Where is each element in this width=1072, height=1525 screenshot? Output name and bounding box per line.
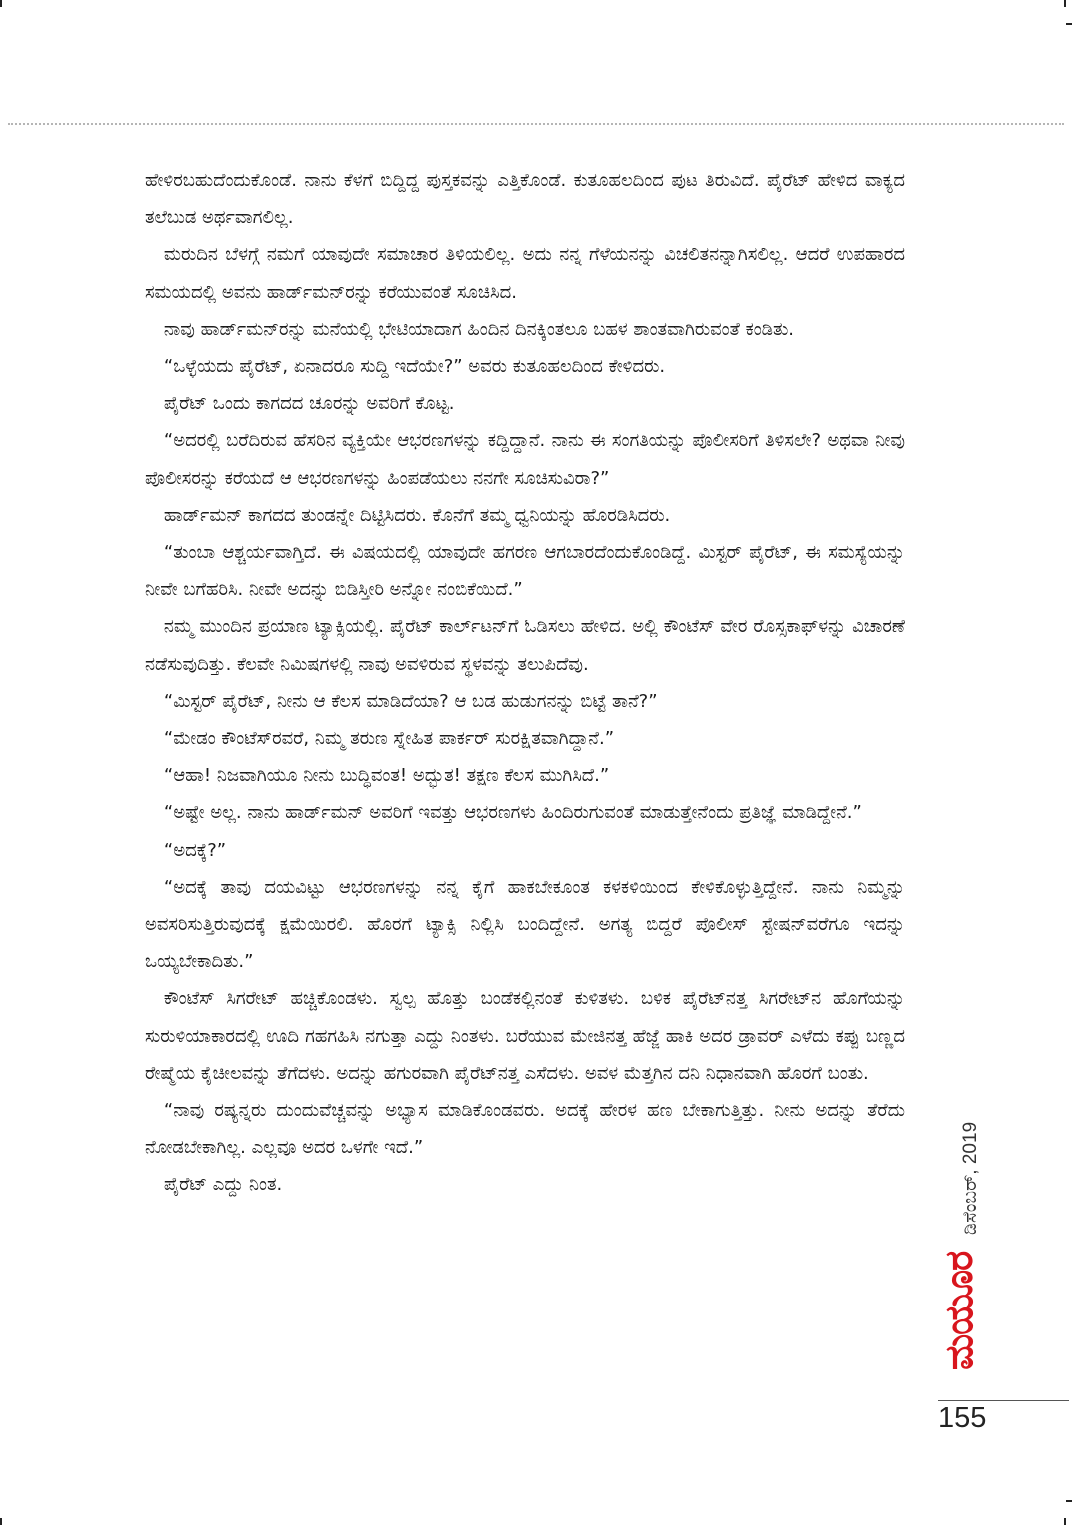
paragraph: ಹಾರ್ಡ್‌ಮನ್ ಕಾಗದದ ತುಂಡನ್ನೇ ದಿಟ್ಟಿಸಿದರು. ಕೊನೆಗೆ ತಮ್ಮ ಧ್ವನಿಯನ್ನು ಹೊರಡಿಸಿದರು. <box>163 504 671 526</box>
paragraph: ಕೌಂಟೆಸ್ ಸಿಗರೇಟ್ ಹಚ್ಚಿಕೊಂಡಳು. ಸ್ವಲ್ಪ ಹೊತ್ತು ಬಂಡೆಕಲ್ಲಿನಂತೆ ಕುಳಿತಳು. ಬಳಿಕ ಪೈರೆಟ್‌ನತ್ತ ಸಿಗರೇಟ್‌ನ ಹೊಗೆಯನ್ನು ಸುರುಳಿಯಾಕಾರದಲ್ಲಿ ಊದಿ ಗಹಗಹಿಸಿ ನಗುತ್ತಾ ಎದ್ದು ನಿಂತಳು. ಬರೆಯುವ ಮೇಜಿನತ್ತ ಹೆಜ್ಜೆ ಹಾಕಿ ಅದರ ಡ್ರಾವರ್ ಎಳೆದು ಕಪ್ಪು ಬಣ್ಣದ ರೇಷ್ಮೆಯ ಕೈಚೀಲವನ್ನು ತೆಗೆದಳು. ಅದನ್ನು ಹಗುರವಾಗಿ ಪೈರೆಟ್‌ನತ್ತ ಎಸೆದಳು. ಅವಳ ಮೆತ್ತಗಿನ ದನಿ ನಿಧಾನವಾಗಿ ಹೊರಗೆ ಬಂತು. <box>145 988 905 1084</box>
crop-mark-bottom-left <box>0 1518 2 1525</box>
crop-mark-right-upper <box>1066 23 1072 25</box>
crop-mark-top-left <box>0 0 2 7</box>
paragraph: “ಅಷ್ಟೇ ಅಲ್ಲ. ನಾನು ಹಾರ್ಡ್‌ಮನ್ ಅವರಿಗೆ ಇವತ್ತು ಆಭರಣಗಳು ಹಿಂದಿರುಗುವಂತೆ ಮಾಡುತ್ತೇನೆಂದು ಪ್ರತಿಜ್ಞೆ ಮಾಡಿದ್ದೇನೆ.” <box>163 802 862 824</box>
paragraph: “ಮಿಸ್ಟರ್ ಪೈರೆಟ್, ನೀನು ಆ ಕೆಲಸ ಮಾಡಿದೆಯಾ? ಆ ಬಡ ಹುಡುಗನನ್ನು ಬಿಟ್ಟೆ ತಾನೆ?” <box>163 690 658 712</box>
paragraph: ಪೈರೆಟ್ ಎದ್ದು ನಿಂತ. <box>163 1174 283 1196</box>
crop-mark-right-lower <box>1066 1500 1072 1502</box>
issue-date: ಡಿಸೆಂಬರ್, 2019 <box>960 1121 981 1235</box>
paragraph: “ಮೇಡಂ ಕೌಂಟೆಸ್‌ರವರೆ, ನಿಮ್ಮ ತರುಣ ಸ್ನೇಹಿತ ಪಾರ್ಕರ್ ಸುರಕ್ಷಿತವಾಗಿದ್ದಾನೆ.” <box>163 728 615 750</box>
paragraph: “ಅದಕ್ಕೆ ತಾವು ದಯವಿಟ್ಟು ಆಭರಣಗಳನ್ನು ನನ್ನ ಕೈಗೆ ಹಾಕಬೇಕೂಂತ ಕಳಕಳಿಯಿಂದ ಕೇಳಿಕೊಳ್ಳುತ್ತಿದ್ದೇನೆ. ನಾನು ನಿಮ್ಮನ್ನು ಅವಸರಿಸುತ್ತಿರುವುದಕ್ಕೆ ಕ್ಷಮೆಯಿರಲಿ. ಹೊರಗೆ ಟ್ಯಾಕ್ಸಿ ನಿಲ್ಲಿಸಿ ಬಂದಿದ್ದೇನೆ. ಅಗತ್ಯ ಬಿದ್ದರೆ ಪೊಲೀಸ್ ಸ್ಟೇಷನ್‌ವರೆಗೂ ಇದನ್ನು ಒಯ್ಯಬೇಕಾದಿತು.” <box>145 876 905 973</box>
paragraph: ನಾವು ಹಾರ್ಡ್‌ಮನ್‌ರನ್ನು ಮನೆಯಲ್ಲಿ ಭೇಟಿಯಾದಾಗ ಹಿಂದಿನ ದಿನಕ್ಕಿಂತಲೂ ಬಹಳ ಶಾಂತವಾಗಿರುವಂತೆ ಕಂಡಿತು. <box>163 318 795 340</box>
paragraph: ಪೈರೆಟ್ ಒಂದು ಕಾಗದದ ಚೂರನ್ನು ಅವರಿಗೆ ಕೊಟ್ಟ. <box>163 393 455 415</box>
paragraph: ನಮ್ಮ ಮುಂದಿನ ಪ್ರಯಾಣ ಟ್ಯಾಕ್ಸಿಯಲ್ಲಿ. ಪೈರೆಟ್ ಕಾರ್ಲ್‌ಟನ್‌ಗೆ ಓಡಿಸಲು ಹೇಳಿದ. ಅಲ್ಲಿ ಕೌಂಟೆಸ್ ವೇರ ರೊಸ್ಸಕಾಫ್‌ಳನ್ನು ವಿಚಾರಣೆ ನಡೆಸುವುದಿತ್ತು. ಕೆಲವೇ ನಿಮಿಷಗಳಲ್ಲಿ ನಾವು ಅವಳಿರುವ ಸ್ಥಳವನ್ನು ತಲುಪಿದೆವು. <box>145 616 905 675</box>
page-number-rule <box>938 1400 1069 1401</box>
paragraph: “ಆಹಾ! ನಿಜವಾಗಿಯೂ ನೀನು ಬುದ್ಧಿವಂತ! ಅದ್ಭುತ! ತಕ್ಷಣ ಕೆಲಸ ಮುಗಿಸಿದೆ.” <box>163 765 610 787</box>
article-body <box>145 162 905 1204</box>
header-dotted-rule <box>8 123 1064 125</box>
crop-mark-bottom-right <box>1064 1518 1066 1525</box>
crop-mark-top-right <box>1064 0 1066 7</box>
paragraph: “ಅದಕ್ಕೆ?” <box>163 839 227 861</box>
paragraph: “ಒಳ್ಳೆಯದು ಪೈರೆಟ್, ಏನಾದರೂ ಸುದ್ದಿ ಇದೆಯೇ?” ಅವರು ಕುತೂಹಲದಿಂದ ಕೇಳಿದರು. <box>163 356 666 378</box>
paragraph: “ತುಂಬಾ ಆಶ್ಚರ್ಯವಾಗ್ತಿದೆ. ಈ ವಿಷಯದಲ್ಲಿ ಯಾವುದೇ ಹಗರಣ ಆಗಬಾರದೆಂದುಕೊಂಡಿದ್ದೆ. ಮಿಸ್ಟರ್ ಪೈರೆಟ್, ಈ ಸಮಸ್ಯೆಯನ್ನು ನೀವೇ ಬಗೆಹರಿಸಿ. ನೀವೇ ಅದನ್ನು ಬಿಡಿಸ್ತೀರಿ ಅನ್ನೋ ನಂಬಿಕೆಯಿದೆ.” <box>145 542 905 601</box>
paragraph: ಮರುದಿನ ಬೆಳಗ್ಗೆ ನಮಗೆ ಯಾವುದೇ ಸಮಾಚಾರ ತಿಳಿಯಲಿಲ್ಲ. ಅದು ನನ್ನ ಗೆಳೆಯನನ್ನು ವಿಚಲಿತನನ್ನಾಗಿಸಲಿಲ್ಲ. ಆದರೆ ಉಪಹಾರದ ಸಮಯದಲ್ಲಿ ಅವನು ಹಾರ್ಡ್‌ಮನ್‌ರನ್ನು ಕರೆಯುವಂತೆ ಸೂಚಿಸಿದ. <box>145 244 905 303</box>
paragraph: “ಅದರಲ್ಲಿ ಬರೆದಿರುವ ಹೆಸರಿನ ವ್ಯಕ್ತಿಯೇ ಆಭರಣಗಳನ್ನು ಕದ್ದಿದ್ದಾನೆ. ನಾನು ಈ ಸಂಗತಿಯನ್ನು ಪೊಲೀಸರಿಗೆ ತಿಳಿಸಲೇ? ಅಥವಾ ನೀವು ಪೊಲೀಸರನ್ನು ಕರೆಯದೆ ಆ ಆಭರಣಗಳನ್ನು ಹಿಂಪಡೆಯಲು ನನಗೇ ಸೂಚಿಸುವಿರಾ?” <box>145 430 905 489</box>
magazine-logo: ಮಯೂರ <box>937 1251 981 1370</box>
paragraph: ಹೇಳಿರಬಹುದೆಂದುಕೊಂಡೆ. ನಾನು ಕೆಳಗೆ ಬಿದ್ದಿದ್ದ ಪುಸ್ತಕವನ್ನು ಎತ್ತಿಕೊಂಡೆ. ಕುತೂಹಲದಿಂದ ಪುಟ ತಿರುವಿದೆ. ಪೈರೆಟ್ ಹೇಳಿದ ವಾಕ್ಯದ ತಲೆಬುಡ ಅರ್ಥವಾಗಲಿಲ್ಲ. <box>145 170 905 229</box>
paragraph: “ನಾವು ರಷ್ಯನ್ನರು ದುಂದುವೆಚ್ಚವನ್ನು ಅಭ್ಯಾಸ ಮಾಡಿಕೊಂಡವರು. ಅದಕ್ಕೆ ಹೇರಳ ಹಣ ಬೇಕಾಗುತ್ತಿತ್ತು. ನೀನು ಅದನ್ನು ತೆರೆದು ನೋಡಬೇಕಾಗಿಲ್ಲ. ಎಲ್ಲವೂ ಅದರ ಒಳಗೇ ಇದೆ.” <box>145 1100 905 1159</box>
page-number: 155 <box>938 1402 987 1434</box>
